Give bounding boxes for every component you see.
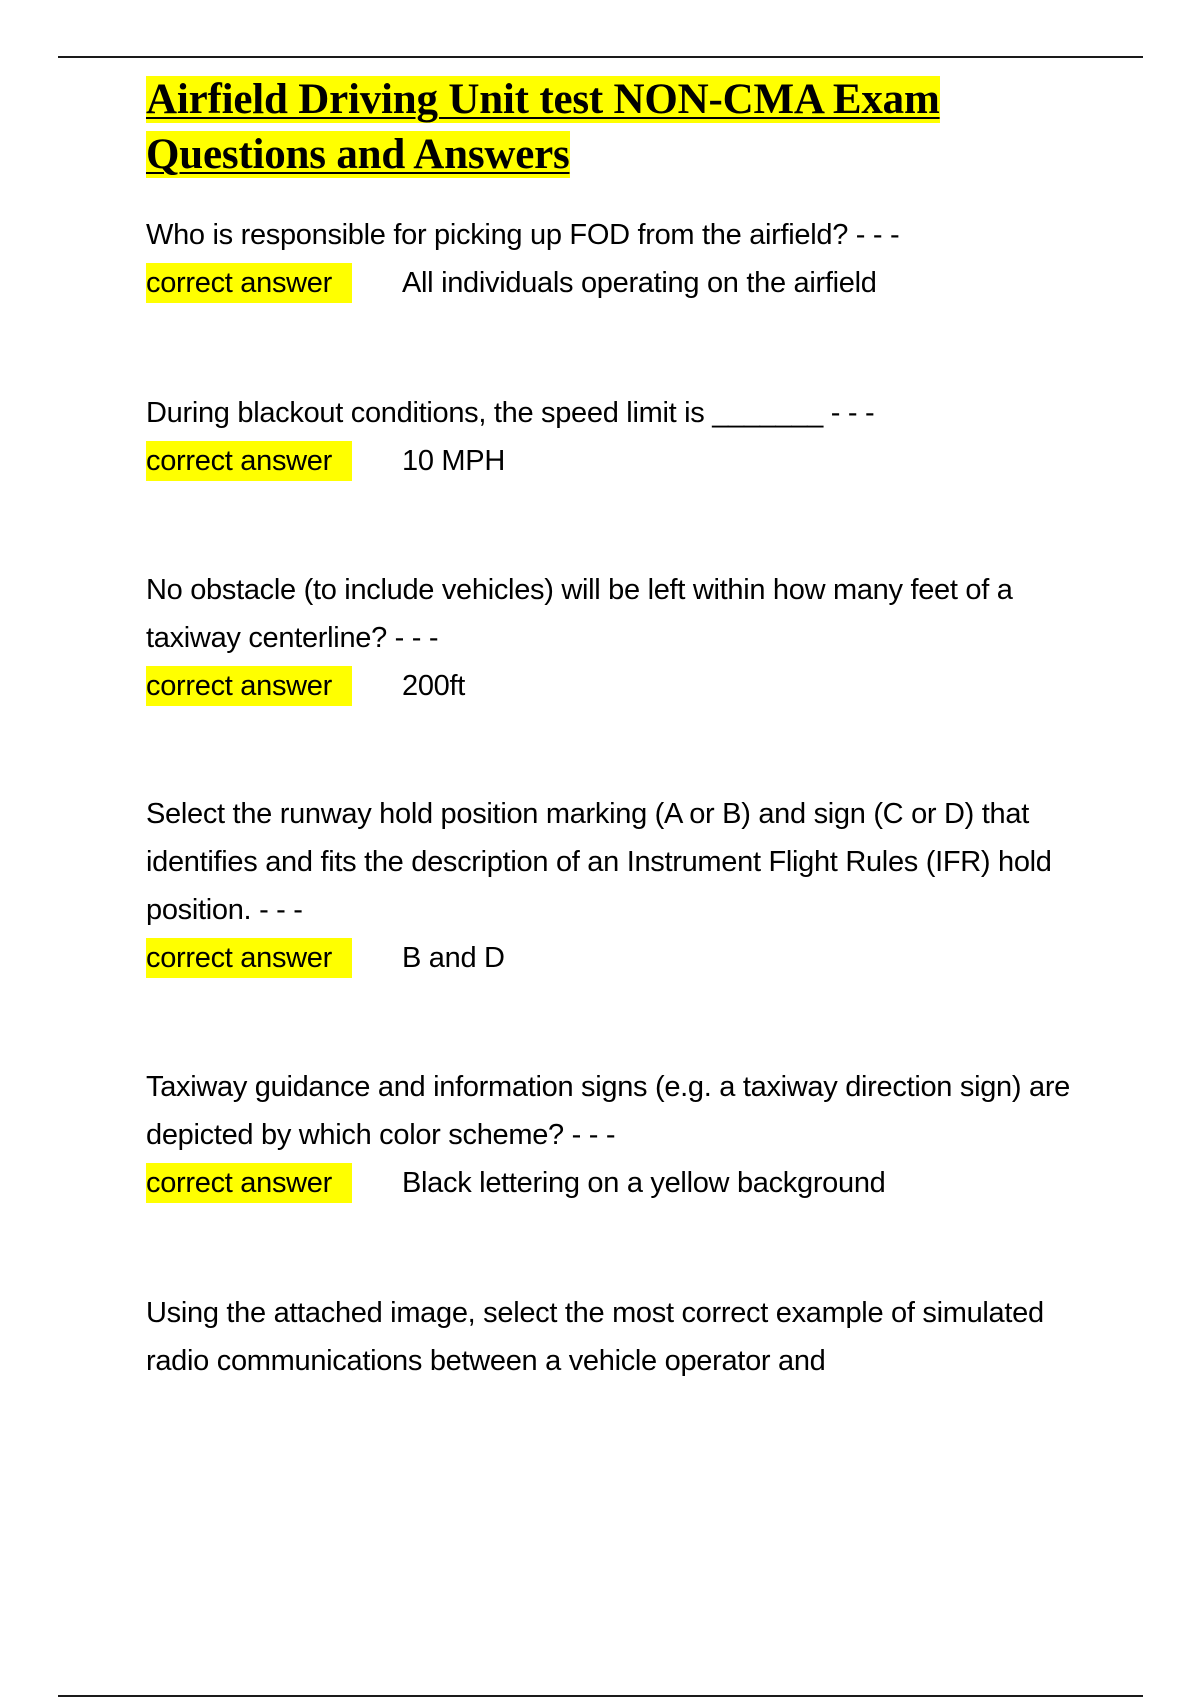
- document-title-text: Airfield Driving Unit test NON-CMA Exam Questions and Answers: [146, 76, 940, 178]
- answer-line-1: [146, 259, 1106, 307]
- question-3: No obstacle (to include vehicles) will be left within how many feet of a taxiway centerline? - - -: [146, 574, 1013, 654]
- answer-1: All individuals operating on the airfield: [402, 267, 877, 299]
- answer-3: 200ft: [402, 670, 465, 702]
- question-5: Taxiway guidance and information signs (e.g. a taxiway direction sign) are depicted by which color scheme? - - -: [146, 1071, 1071, 1151]
- answer-4: B and D: [402, 942, 505, 974]
- answer-line-4: [146, 934, 1106, 982]
- top-rule: [58, 56, 1143, 58]
- answer-2: 10 MPH: [402, 445, 505, 477]
- document-title: [146, 72, 1126, 182]
- correct-answer-tag-5: correct answer: [146, 1163, 352, 1203]
- correct-answer-tag-4: correct answer: [146, 938, 352, 978]
- qa-item-5: [146, 1063, 1106, 1207]
- question-2: During blackout conditions, the speed limit is _______ - - -: [146, 397, 875, 429]
- qa-item-6: [146, 1289, 1106, 1385]
- question-4: Select the runway hold position marking (A or B) and sign (C or D) that identifies and fits the description of an Instrument Flight Rules (IFR) hold position. - - -: [146, 798, 1052, 926]
- answer-line-2: [146, 437, 1106, 485]
- qa-item-3: [146, 566, 1106, 710]
- qa-item-1: [146, 211, 1106, 307]
- question-1: Who is responsible for picking up FOD from the airfield? - - -: [146, 219, 900, 251]
- correct-answer-tag-3: correct answer: [146, 666, 352, 706]
- qa-item-4: [146, 790, 1106, 982]
- qa-item-2: [146, 389, 1106, 485]
- correct-answer-tag-2: correct answer: [146, 441, 352, 481]
- answer-line-3: [146, 662, 1106, 710]
- question-6: Using the attached image, select the most correct example of simulated radio communications between a vehicle operator and: [146, 1297, 1044, 1377]
- answer-5: Black lettering on a yellow background: [402, 1167, 886, 1199]
- answer-line-5: [146, 1159, 1106, 1207]
- bottom-rule: [58, 1695, 1143, 1697]
- correct-answer-tag-1: correct answer: [146, 263, 352, 303]
